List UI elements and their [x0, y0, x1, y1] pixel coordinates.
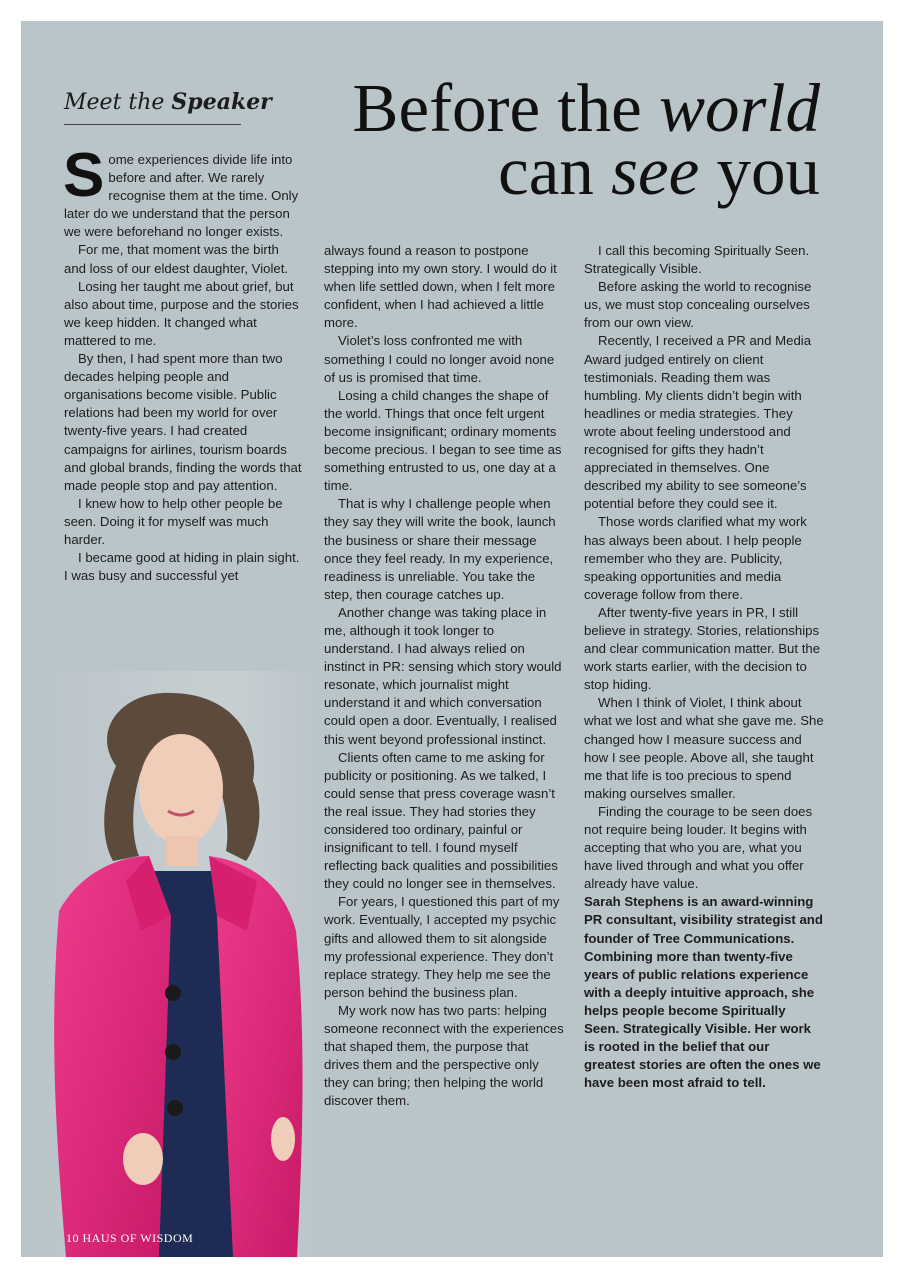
page-folio: 10 HAUS OF WISDOM — [66, 1231, 194, 1245]
paragraph: Losing a child changes the shape of the world. Things that once felt urgent become insignificant; ordinary moments become precious. I began to see time as something entrusted to us, one day at a time. — [324, 387, 562, 494]
speaker-photo — [21, 671, 321, 1257]
paragraph: I became good at hiding in plain sight. I was busy and successful yet — [64, 550, 300, 584]
opening-paragraph — [63, 141, 304, 241]
magazine-page — [21, 21, 883, 1257]
section-kicker — [64, 89, 272, 115]
column-3 — [584, 242, 824, 1092]
title-line1-regular: Before the — [352, 70, 659, 146]
paragraph: For years, I questioned this part of my work. Eventually, I accepted my psychic gifts and allowed them to sit alongside my professional experience. They don’t replace strategy. They help me see the person behind the business plan. — [324, 894, 560, 1000]
title-line2-regular-a: can — [498, 133, 612, 209]
paragraph: After twenty-five years in PR, I still believe in strategy. Stories, relationships and clear communication matter. But the work starts earlier, with the decision to stop hiding. — [584, 604, 821, 693]
paragraph: Those words clarified what my work has always been about. I help people remember who they are. Publicity, speaking opportunities and media coverage follow from there. — [584, 514, 807, 602]
paragraph: When I think of Violet, I think about what we lost and what she gave me. She changed how I measure success and how I see people. Above all, she taught me that life is too precious to spend making ourselves smaller. — [584, 695, 824, 801]
paragraph-text: ome experiences divide life into before and after. We rarely recognise them at the time. Only later do we understand that the person we were beforehand no longer exists. — [64, 152, 299, 240]
article-title — [352, 70, 820, 209]
kicker-prefix: Meet the — [64, 90, 172, 115]
kicker-rule — [64, 124, 241, 125]
title-line1-italic: world — [658, 70, 820, 146]
paragraph: My work now has two parts: helping someone reconnect with the experiences that shaped them, the purpose that drives them and the perspective only they can bring; then helping the world discover them. — [324, 1002, 564, 1109]
paragraph: Clients often came to me asking for publicity or positioning. As we talked, I could sense that press coverage wasn’t the real issue. They had stories they considered too ordinary, painful or insignificant to tell. I found myself reflecting back qualities and possibilities they could no longer see in themselves. — [324, 749, 558, 892]
title-line-1 — [352, 70, 820, 146]
title-line-2 — [352, 133, 820, 209]
paragraph: Recently, I received a PR and Media Award judged entirely on client testimonials. Reading them was humbling. My clients didn’t begin with headlines or media strategies. They wrote about feeling understood and recognised for gifts they hadn’t appreciated in themselves. One described my ability to see someone’s potential before they could see it. — [584, 333, 812, 512]
paragraph: I call this becoming Spiritually Seen. Strategically Visible. — [584, 243, 810, 277]
title-line2-regular-b: you — [699, 133, 820, 209]
paragraph: Violet’s loss confronted me with something I could no longer avoid none of us is promised that time. — [324, 333, 555, 385]
paragraph: Losing her taught me about grief, but also about time, purpose and the stories we keep hidden. It changed what mattered to me. — [64, 278, 299, 348]
paragraph: By then, I had spent more than two decades helping people and organisations become visible. Public relations had been my world for over twenty-five years. I had created campaigns for airlines, tourism boards and global brands, finding the words that made people stop and pay attention. — [64, 351, 302, 493]
column-1 — [63, 141, 304, 585]
paragraph: always found a reason to postpone stepping into my own story. I would do it when life settled down, when I felt more confident, when I had achieved a little more. — [324, 243, 557, 331]
paragraph: Finding the courage to be seen does not require being louder. It begins with accepting that who you are, what you have lived through and what you offer already have value. — [584, 803, 813, 892]
title-line2-italic: see — [611, 133, 700, 209]
paragraph: For me, that moment was the birth and loss of our eldest daughter, Violet. — [64, 242, 289, 276]
paragraph: That is why I challenge people when they say they will write the book, launch the business or share their message once they feel ready. In my experience, readiness is unreliable. You take the step, then courage catches up. — [324, 496, 556, 602]
paragraph: I knew how to help other people be seen. Doing it for myself was much harder. — [64, 495, 283, 547]
paragraph: Another change was taking place in me, although it took longer to understand. I had always relied on instinct in PR: sensing which story would resonate, which journalist might understand it and which conversation could open a door. Eventually, I realised this went beyond professional instinct. — [324, 604, 562, 747]
author-bio: Sarah Stephens is an award-winning PR consultant, visibility strategist and founder of Tree Communications. Combining more than twenty-five years of public relations experience with a deeply intuitive approach, she helps people become Spiritually Seen. Strategically Visible. Her work is rooted in the belief that our greatest stories are often the ones we have been most afraid to tell. — [584, 894, 823, 1091]
kicker-bold: Speaker — [171, 89, 272, 115]
column-2 — [324, 242, 564, 1111]
drop-cap: S — [63, 141, 105, 210]
paragraph: Before asking the world to recognise us, we must stop concealing ourselves from our own view. — [584, 279, 812, 331]
